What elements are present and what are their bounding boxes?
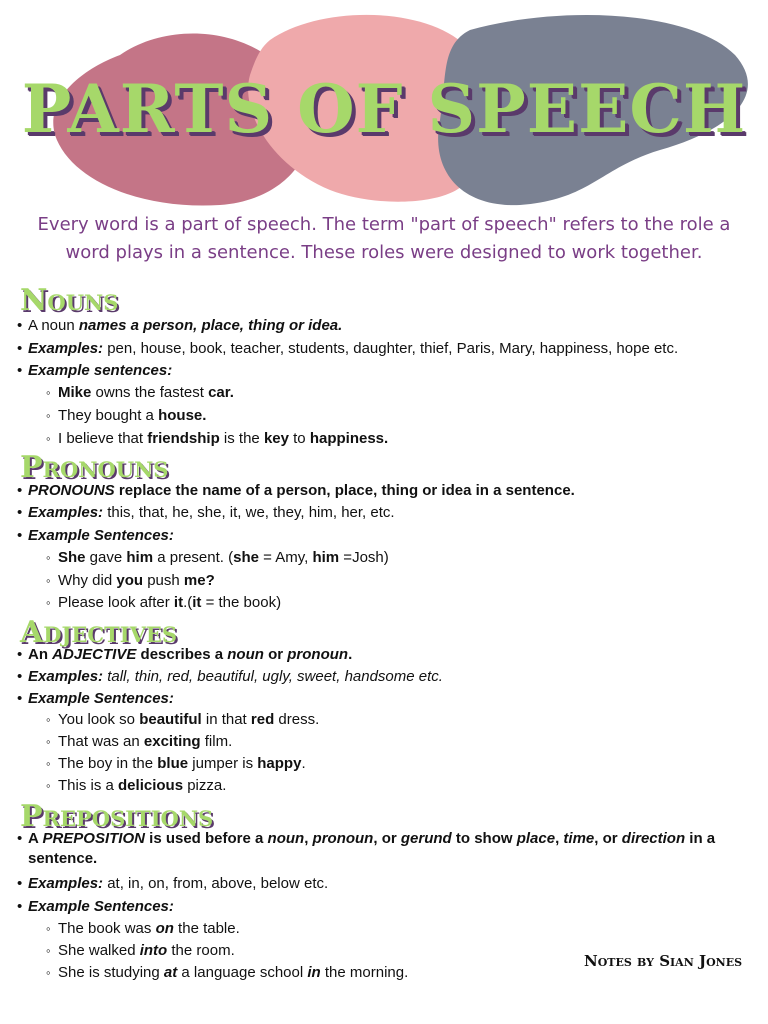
prepositions-sentence-1: ◦ The book was on the table. xyxy=(58,919,240,939)
pronouns-sentence-2: ◦ Why did you push me? xyxy=(58,571,215,591)
pronouns-heading: Pronouns xyxy=(20,450,169,485)
nouns-heading: Nouns xyxy=(20,283,119,318)
prepositions-definition: • A PREPOSITION is used before a noun, pronoun, or gerund to show place, time, or direction in a sentence. xyxy=(28,829,748,869)
adjectives-sentence-2: ◦ That was an exciting film. xyxy=(58,732,232,752)
nouns-sentence-3: ◦ I believe that friendship is the key to happiness. xyxy=(58,429,388,449)
nouns-sentence-2: ◦ They bought a house. xyxy=(58,406,206,426)
nouns-sentence-1: ◦ Mike owns the fastest car. xyxy=(58,383,234,403)
page-title: PARTS OF SPEECH xyxy=(21,70,747,148)
nouns-sentences-label: • Example sentences: xyxy=(28,361,172,381)
prepositions-sentences-label: • Example Sentences: xyxy=(28,897,174,917)
author-signature: Notes by Sian Jones xyxy=(584,952,743,970)
intro-text: Every word is a part of speech. The term "part of speech" refers to the role a word plays in a sentence. These roles were designed to work together. xyxy=(37,214,731,263)
pronouns-examples: • Examples: this, that, he, she, it, we, they, him, her, etc. xyxy=(28,503,395,523)
pronouns-sentence-3: ◦ Please look after it.(it = the book) xyxy=(58,593,281,613)
prepositions-sentence-2: ◦ She walked into the room. xyxy=(58,941,235,961)
adjectives-examples: • Examples: tall, thin, red, beautiful, ugly, sweet, handsome etc. xyxy=(28,667,443,687)
adjectives-heading: Adjectives xyxy=(20,615,178,650)
nouns-definition: • A noun names a person, place, thing or idea. xyxy=(28,316,342,336)
adjectives-sentence-3: ◦ The boy in the blue jumper is happy. xyxy=(58,754,306,774)
prepositions-sentence-3: ◦ She is studying at a language school in the morning. xyxy=(58,963,408,983)
pronouns-sentences-label: • Example Sentences: xyxy=(28,526,174,546)
prepositions-examples: • Examples: at, in, on, from, above, below etc. xyxy=(28,874,328,894)
adjectives-sentence-1: ◦ You look so beautiful in that red dress. xyxy=(58,710,319,730)
adjectives-sentences-label: • Example Sentences: xyxy=(28,689,174,709)
adjectives-sentence-4: ◦ This is a delicious pizza. xyxy=(58,776,226,796)
prepositions-heading: Prepositions xyxy=(20,799,214,834)
adjectives-definition: • An ADJECTIVE describes a noun or pronoun. xyxy=(28,645,352,665)
pronouns-definition: • PRONOUNS replace the name of a person, place, thing or idea in a sentence. xyxy=(28,481,575,501)
nouns-examples: • Examples: pen, house, book, teacher, students, daughter, thief, Paris, Mary, happiness, hope etc. xyxy=(28,339,678,359)
pronouns-sentence-1: ◦ She gave him a present. (she = Amy, him =Josh) xyxy=(58,548,389,568)
